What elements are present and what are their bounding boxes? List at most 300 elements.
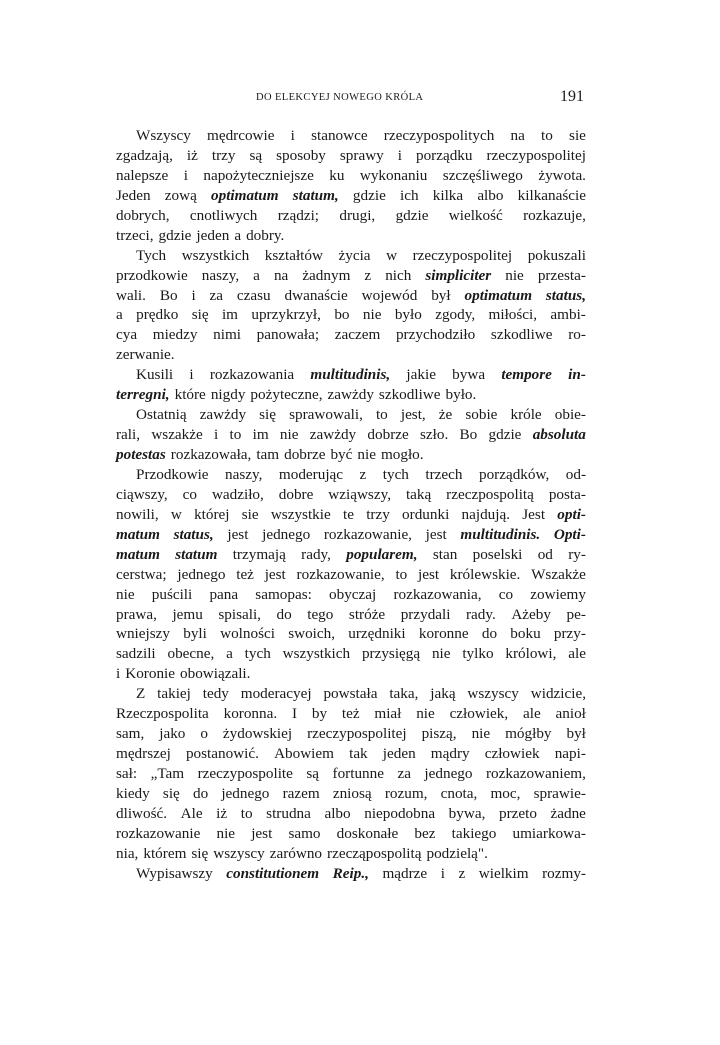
word: to	[240, 804, 253, 822]
word: dliwość.	[116, 804, 168, 822]
word: Wypisawszy	[136, 864, 213, 882]
word: bo	[334, 306, 350, 324]
text-line	[116, 246, 586, 266]
word: był	[431, 286, 451, 304]
text-line	[116, 545, 586, 565]
word: rzeczypospolitych	[383, 127, 495, 144]
word: taką	[405, 485, 432, 503]
word: Koronie	[125, 665, 176, 683]
word: gdzie	[395, 206, 429, 224]
word: jednego	[262, 525, 311, 543]
word: królewskie.	[449, 565, 521, 583]
word: prędko	[136, 306, 179, 324]
word: prawa,	[116, 605, 157, 623]
word: pożyteczne,	[250, 386, 323, 404]
word: z	[458, 864, 466, 882]
text-line	[116, 226, 586, 246]
word: nie	[471, 725, 491, 743]
word: mógłby	[505, 725, 552, 743]
word: rozkazowaniem,	[485, 765, 586, 782]
word: koronne	[418, 625, 469, 643]
text-line	[116, 505, 586, 525]
word: było.	[445, 386, 477, 404]
word: zawżdy	[327, 386, 374, 404]
word: to	[375, 406, 388, 424]
word: urzędniki	[348, 625, 406, 643]
word: są	[306, 765, 320, 782]
word: rzeczypospolitej	[486, 146, 586, 164]
text-line	[116, 684, 586, 704]
word: być	[330, 446, 353, 463]
word: ale	[568, 645, 586, 663]
word: się	[259, 406, 277, 424]
word: Ostatnią	[136, 406, 187, 424]
word: mogło.	[380, 446, 424, 463]
word: Z	[136, 685, 146, 703]
word: za	[209, 286, 224, 304]
word: zaczem	[334, 326, 381, 344]
word: kształtów	[264, 246, 323, 264]
word: iż	[186, 146, 198, 164]
word: Przodkowie	[136, 465, 209, 483]
word: żydowskiej	[222, 725, 293, 743]
text-line	[116, 425, 586, 445]
word: wniejszy	[116, 625, 170, 643]
word: dobrze	[367, 426, 409, 444]
word: Ale	[180, 804, 203, 822]
word: im	[252, 426, 269, 444]
word: sie	[569, 127, 586, 144]
word: najdują.	[461, 505, 511, 523]
word: napożyteczniejsze	[203, 166, 314, 184]
word: za	[397, 765, 411, 782]
word: trzeci,	[116, 226, 154, 244]
word: wali.	[116, 286, 146, 304]
word: porządku	[415, 146, 473, 164]
italic-word: Opti-	[553, 525, 586, 543]
word: powstała	[323, 685, 378, 703]
text-line	[116, 784, 586, 804]
word: ambi-	[550, 306, 586, 324]
word: moderacyej	[240, 685, 312, 703]
word: miał	[374, 705, 402, 723]
word: wielkość	[448, 206, 503, 224]
italic-word: Reip.,	[332, 864, 369, 882]
word: przydali	[400, 605, 451, 623]
word: naszy,	[201, 266, 240, 284]
word: Wszyscy	[136, 127, 191, 144]
word: co	[182, 485, 198, 503]
word: albo	[477, 186, 504, 204]
word: boku	[510, 625, 541, 643]
text-line	[116, 365, 586, 385]
word: że	[438, 406, 453, 424]
word: było	[394, 306, 422, 324]
word: którem	[143, 844, 187, 862]
word: zawżdy	[309, 426, 357, 444]
word: żywota.	[538, 166, 586, 184]
body-text	[116, 126, 586, 884]
word: stan	[432, 545, 458, 563]
word: jednego	[424, 765, 473, 782]
word: rzeczypospolite	[197, 765, 293, 782]
italic-word: absoluta	[532, 426, 586, 444]
word: rzeczypospolitej	[307, 725, 407, 743]
word: wykonaniu	[359, 166, 428, 184]
text-line	[116, 186, 586, 206]
italic-word: multitudinis.	[460, 525, 541, 543]
word: od-	[565, 465, 586, 483]
word: taka,	[389, 685, 419, 703]
word: i	[189, 366, 194, 384]
text-line	[116, 305, 586, 325]
word: rady.	[466, 605, 496, 623]
word: cerstwa;	[116, 565, 167, 583]
word: od	[537, 545, 553, 563]
word: tego	[307, 605, 334, 623]
word: nia,	[116, 844, 139, 862]
word: rozkazowanie	[116, 824, 201, 842]
word: zarówno	[269, 844, 323, 862]
word: szkodliwe	[378, 386, 441, 404]
word: a	[116, 306, 123, 324]
italic-word: opti-	[557, 505, 586, 523]
word: takiego	[451, 824, 497, 842]
word: rady,	[301, 545, 331, 563]
word: sobie	[465, 406, 498, 424]
word: rozkazowania	[209, 366, 295, 384]
word: trzy	[211, 146, 236, 164]
word: tam	[256, 446, 280, 463]
word: nich	[385, 266, 412, 284]
word: tylko	[462, 645, 494, 663]
word: kilkanaście	[517, 186, 586, 204]
word: umiarkowa-	[512, 824, 586, 842]
word: bywa,	[448, 804, 486, 822]
word: wolności	[220, 625, 275, 643]
italic-word: terregni,	[116, 386, 170, 404]
word: porządków,	[478, 465, 550, 483]
word: przysięgą	[361, 645, 421, 663]
word: rozmy-	[542, 864, 586, 882]
word: życia	[338, 246, 371, 264]
word: kiedy	[116, 784, 150, 802]
word: samo	[288, 824, 321, 842]
word: ro-	[568, 326, 586, 344]
word: które	[174, 386, 206, 404]
italic-word: potestas	[116, 446, 166, 463]
text-line	[116, 844, 586, 864]
word: to	[541, 127, 553, 144]
italic-word: optimatum	[211, 186, 279, 204]
word: rali,	[116, 426, 141, 444]
word: gdzie	[158, 226, 192, 244]
word: miedzy	[152, 326, 198, 344]
word: jest	[264, 565, 286, 583]
word: zgody,	[435, 306, 476, 324]
word: się	[191, 306, 209, 324]
word: ciąwszy,	[116, 485, 168, 503]
italic-word: status,	[545, 286, 586, 304]
word: moc,	[490, 784, 521, 802]
word: piszą,	[421, 725, 457, 743]
word: i	[191, 286, 196, 304]
word: sam,	[116, 725, 145, 743]
word: cya	[116, 326, 138, 344]
word: rozkazuje,	[523, 206, 586, 224]
text-line	[116, 605, 586, 625]
word: Tych	[136, 246, 167, 264]
word: Ażeby	[511, 605, 551, 623]
italic-word: constitutionem	[226, 864, 320, 882]
word: jest	[425, 525, 447, 543]
word: wszystkich	[282, 645, 351, 663]
word: tych	[382, 465, 409, 483]
word: zawżdy	[199, 406, 247, 424]
word: nigdy	[210, 386, 246, 404]
word: której	[194, 505, 230, 523]
word: ordunki	[402, 505, 450, 523]
word: miłości,	[488, 306, 538, 324]
word: rzecząpospolitą	[327, 844, 422, 862]
word: iż	[216, 804, 228, 822]
italic-word: popularem,	[346, 545, 418, 563]
word: trzech	[425, 465, 463, 483]
italic-word: status,	[173, 525, 214, 543]
word: bez	[414, 824, 436, 842]
word: kilka	[432, 186, 464, 204]
word: by	[311, 705, 328, 723]
word: nie	[431, 645, 451, 663]
word: niepodobna	[364, 804, 436, 822]
italic-word: multitudinis,	[310, 366, 391, 384]
text-line	[116, 445, 586, 465]
word: obecne,	[167, 645, 215, 663]
word: jemu	[172, 605, 203, 623]
word: co	[498, 585, 514, 603]
word: byli	[183, 625, 207, 643]
word: sprawowali,	[289, 406, 363, 424]
word: wszystkie	[270, 505, 331, 523]
word: ry-	[568, 545, 586, 563]
text-line	[116, 585, 586, 605]
word: obowiązali.	[180, 665, 251, 683]
text-line	[116, 664, 586, 684]
text-line	[116, 724, 586, 744]
word: rozkazowała,	[170, 446, 252, 463]
word: zową	[164, 186, 197, 204]
word: żadnym	[302, 266, 351, 284]
text-line	[116, 345, 586, 365]
word: w	[386, 246, 398, 264]
word: dobry.	[246, 226, 285, 244]
word: stróże	[348, 605, 386, 623]
text-line	[116, 286, 586, 306]
text-line	[116, 465, 586, 485]
word: dobre	[278, 485, 314, 503]
italic-word: optimatum	[464, 286, 533, 304]
word: obie-	[554, 406, 586, 424]
word: moderując	[278, 465, 344, 483]
word: z	[359, 465, 367, 483]
word: do	[276, 605, 292, 623]
word: o	[200, 725, 208, 743]
word: razem	[282, 784, 320, 802]
word: to	[395, 565, 408, 583]
word: albo	[324, 804, 351, 822]
word: nie	[116, 585, 135, 603]
word: rzeczpospolitą	[446, 485, 534, 503]
word: pe-	[566, 605, 586, 623]
word: i	[116, 665, 121, 683]
word: Abowiem	[274, 745, 334, 763]
word: z	[364, 266, 372, 284]
word: ich	[400, 186, 419, 204]
word: królowi,	[505, 645, 557, 663]
word: nie	[216, 824, 236, 842]
word: jako	[159, 725, 186, 743]
italic-word: statum	[175, 545, 218, 563]
word: panowała;	[256, 326, 320, 344]
word: drugi,	[339, 206, 376, 224]
word: Bo	[459, 426, 478, 444]
text-line	[116, 525, 586, 545]
word: się	[162, 784, 180, 802]
word: wszakże	[151, 426, 203, 444]
word: jednego	[221, 784, 270, 802]
word: naszy,	[225, 465, 263, 483]
word: był	[566, 725, 586, 743]
italic-word: matum	[116, 545, 160, 563]
word: są	[249, 146, 263, 164]
word: Jest	[522, 505, 546, 523]
word: dobrych,	[116, 206, 170, 224]
word: sie	[241, 505, 259, 523]
word: Rzeczpospolita	[116, 705, 209, 723]
word: anioł	[555, 705, 586, 723]
word: puścili	[151, 585, 193, 603]
word: cnotliwych	[189, 206, 258, 224]
word: nimi	[213, 326, 241, 344]
word: te	[342, 505, 354, 523]
word: koronna.	[223, 705, 278, 723]
text-line	[116, 704, 586, 724]
word: jest,	[400, 406, 426, 424]
word: nalepsze	[116, 166, 169, 184]
word: doskonałe	[336, 824, 399, 842]
word: tak	[349, 745, 368, 763]
word: szczęśliwego	[442, 166, 523, 184]
word: człowiek,	[449, 705, 509, 723]
page-header	[116, 88, 584, 112]
text-line	[116, 405, 586, 425]
word: tych	[244, 645, 271, 663]
word: wziąwszy,	[328, 485, 391, 503]
word: sposoby	[276, 146, 326, 164]
text-line	[116, 764, 586, 784]
word: to	[229, 426, 242, 444]
word: Wszakże	[531, 565, 586, 583]
text-line	[116, 266, 586, 286]
italic-word: in-	[568, 366, 586, 384]
word: szkodliwe	[490, 326, 553, 344]
word: przy-	[553, 625, 586, 643]
word: jest	[227, 525, 249, 543]
word: i	[290, 127, 295, 144]
word: Bo	[159, 286, 178, 304]
word: wszyscy	[213, 844, 265, 862]
word: rządzi;	[277, 206, 320, 224]
word: pokuszali	[527, 246, 586, 264]
word: zniosą	[332, 784, 372, 802]
italic-word: simpliciter	[425, 266, 492, 284]
word: cnota,	[440, 784, 478, 802]
word: jest	[418, 565, 440, 583]
word: rzeczypospolitej	[412, 246, 513, 264]
word: Jeden	[116, 186, 151, 204]
word: mędrcowie	[207, 127, 275, 144]
word: i	[440, 864, 445, 882]
word: gdzie	[352, 186, 386, 204]
word: mądry	[430, 745, 470, 763]
word: trzymają	[232, 545, 286, 563]
word: też	[236, 565, 254, 583]
word: obyczaj	[329, 585, 377, 603]
word: „Tam	[150, 765, 185, 782]
word: a	[253, 266, 260, 284]
word: się	[191, 844, 209, 862]
word: nie	[357, 446, 376, 463]
word: na	[273, 266, 289, 284]
word: dobrze	[284, 446, 326, 463]
word: a	[234, 226, 242, 244]
page-number: 191	[560, 88, 584, 105]
word: fortunne	[332, 765, 384, 782]
word: do	[192, 784, 209, 802]
word: postanowić.	[185, 745, 259, 763]
word: I	[291, 705, 298, 723]
text-line	[116, 744, 586, 764]
word: też	[341, 705, 360, 723]
word: sprawy	[339, 146, 384, 164]
word: w	[170, 505, 182, 523]
text-line	[116, 624, 586, 644]
word: przodkowie	[116, 266, 188, 284]
word: posta-	[548, 485, 586, 503]
word: nie	[362, 306, 382, 324]
word: gdzie	[488, 426, 522, 444]
word: tedy	[202, 685, 229, 703]
text-line	[116, 485, 586, 505]
word: rozkazowanie,	[296, 565, 385, 583]
word: na	[510, 127, 525, 144]
text-line	[116, 824, 586, 844]
word: wszyscy	[467, 685, 519, 703]
word: nie	[279, 426, 299, 444]
word: nowili,	[116, 505, 159, 523]
word: samopas:	[255, 585, 312, 603]
italic-word: matum	[116, 525, 160, 543]
word: człowiek	[484, 745, 540, 763]
text-line	[116, 146, 586, 166]
word: jeden	[382, 745, 416, 763]
word: zgadzają,	[116, 146, 173, 164]
word: wielkim	[478, 864, 529, 882]
text-line	[116, 385, 586, 405]
text-line	[116, 206, 586, 226]
word: ku	[329, 166, 345, 184]
running-title: DO ELEKCYEJ NOWEGO KRÓLA	[256, 92, 424, 103]
